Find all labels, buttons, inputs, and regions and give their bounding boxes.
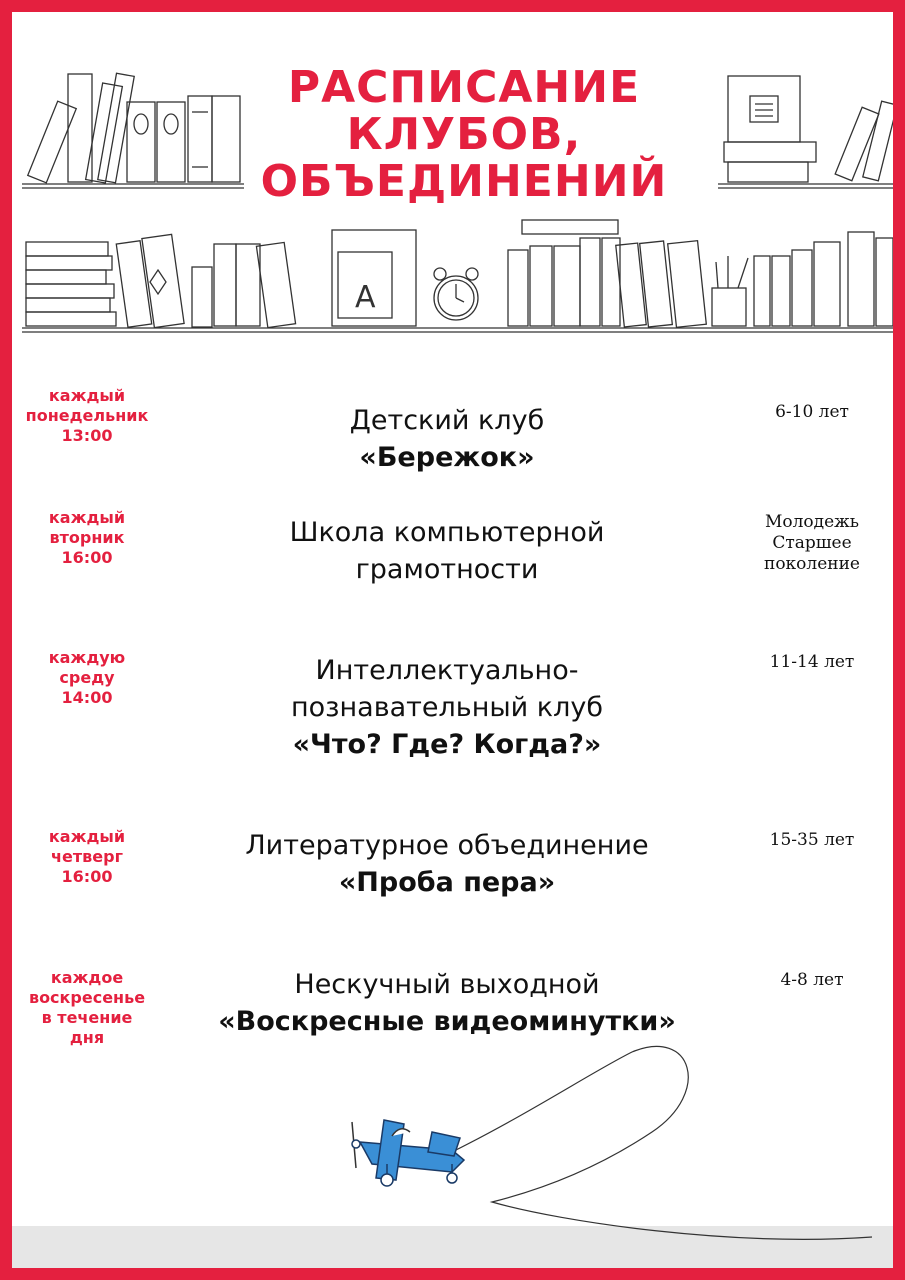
club-title-bold: «Что? Где? Когда?» (292, 729, 602, 760)
age-line: Старшее (772, 533, 852, 553)
day-time: 16:00 (61, 867, 113, 886)
day-time: 16:00 (61, 548, 113, 567)
day-line: вторник (49, 528, 125, 547)
club-title-bold: «Воскресные видеоминутки» (218, 1006, 676, 1037)
bookshelf-top-right (718, 76, 893, 188)
day-label (12, 827, 162, 887)
title-line-3: ОБЪЕДИНЕНИЙ (260, 156, 668, 207)
club-name (197, 402, 697, 476)
day-time: 14:00 (61, 688, 113, 707)
club-title-bold: «Бережок» (359, 442, 535, 473)
age-group (732, 830, 892, 851)
day-line: каждую (48, 648, 126, 667)
club-name (197, 514, 697, 588)
club-line: грамотности (355, 554, 539, 585)
day-line: четверг (51, 847, 123, 866)
club-line: Нескучный выходной (294, 969, 600, 1000)
club-title-bold: «Проба пера» (338, 867, 556, 898)
club-name (197, 652, 697, 763)
day-label (12, 968, 162, 1048)
club-line (197, 402, 697, 476)
age-group (732, 512, 892, 575)
day-line: каждый (48, 508, 126, 527)
club-line: Литературное объединение (245, 830, 649, 861)
age-line: 15-35 лет (769, 830, 855, 850)
title-line-1: РАСПИСАНИЕ (287, 62, 641, 113)
club-line: Интеллектуально- (315, 655, 579, 686)
page-title (244, 64, 684, 205)
club-line: Школа компьютерной (289, 517, 605, 548)
day-line: каждый (48, 386, 126, 405)
day-line: дня (69, 1028, 105, 1047)
day-line: воскресенье (28, 988, 146, 1007)
day-line: каждое (50, 968, 124, 987)
day-line: понедельник (25, 406, 149, 425)
club-name (197, 827, 697, 901)
age-group (732, 652, 892, 673)
day-line: в течение (41, 1008, 133, 1027)
day-label (12, 648, 162, 708)
bookshelf-top-left (22, 73, 244, 188)
age-group (732, 970, 892, 991)
age-line: Молодежь (764, 512, 860, 532)
club-name (197, 966, 697, 1040)
age-line: 4-8 лет (780, 970, 844, 990)
club-text: Детский клуб (349, 405, 545, 436)
age-line: 11-14 лет (769, 652, 855, 672)
day-label (12, 508, 162, 568)
age-line: 6-10 лет (775, 402, 849, 422)
day-line: каждый (48, 827, 126, 846)
age-line: поколение (763, 554, 860, 574)
club-line: познавательный клуб (291, 692, 603, 723)
airplane-icon (332, 1032, 892, 1252)
bookshelf-bottom (22, 220, 893, 332)
title-line-2: КЛУБОВ, (346, 109, 582, 160)
day-label (12, 386, 162, 446)
day-time: 13:00 (61, 426, 113, 445)
day-line: среду (59, 668, 115, 687)
book-letter: А (355, 280, 376, 315)
age-group (732, 402, 892, 423)
